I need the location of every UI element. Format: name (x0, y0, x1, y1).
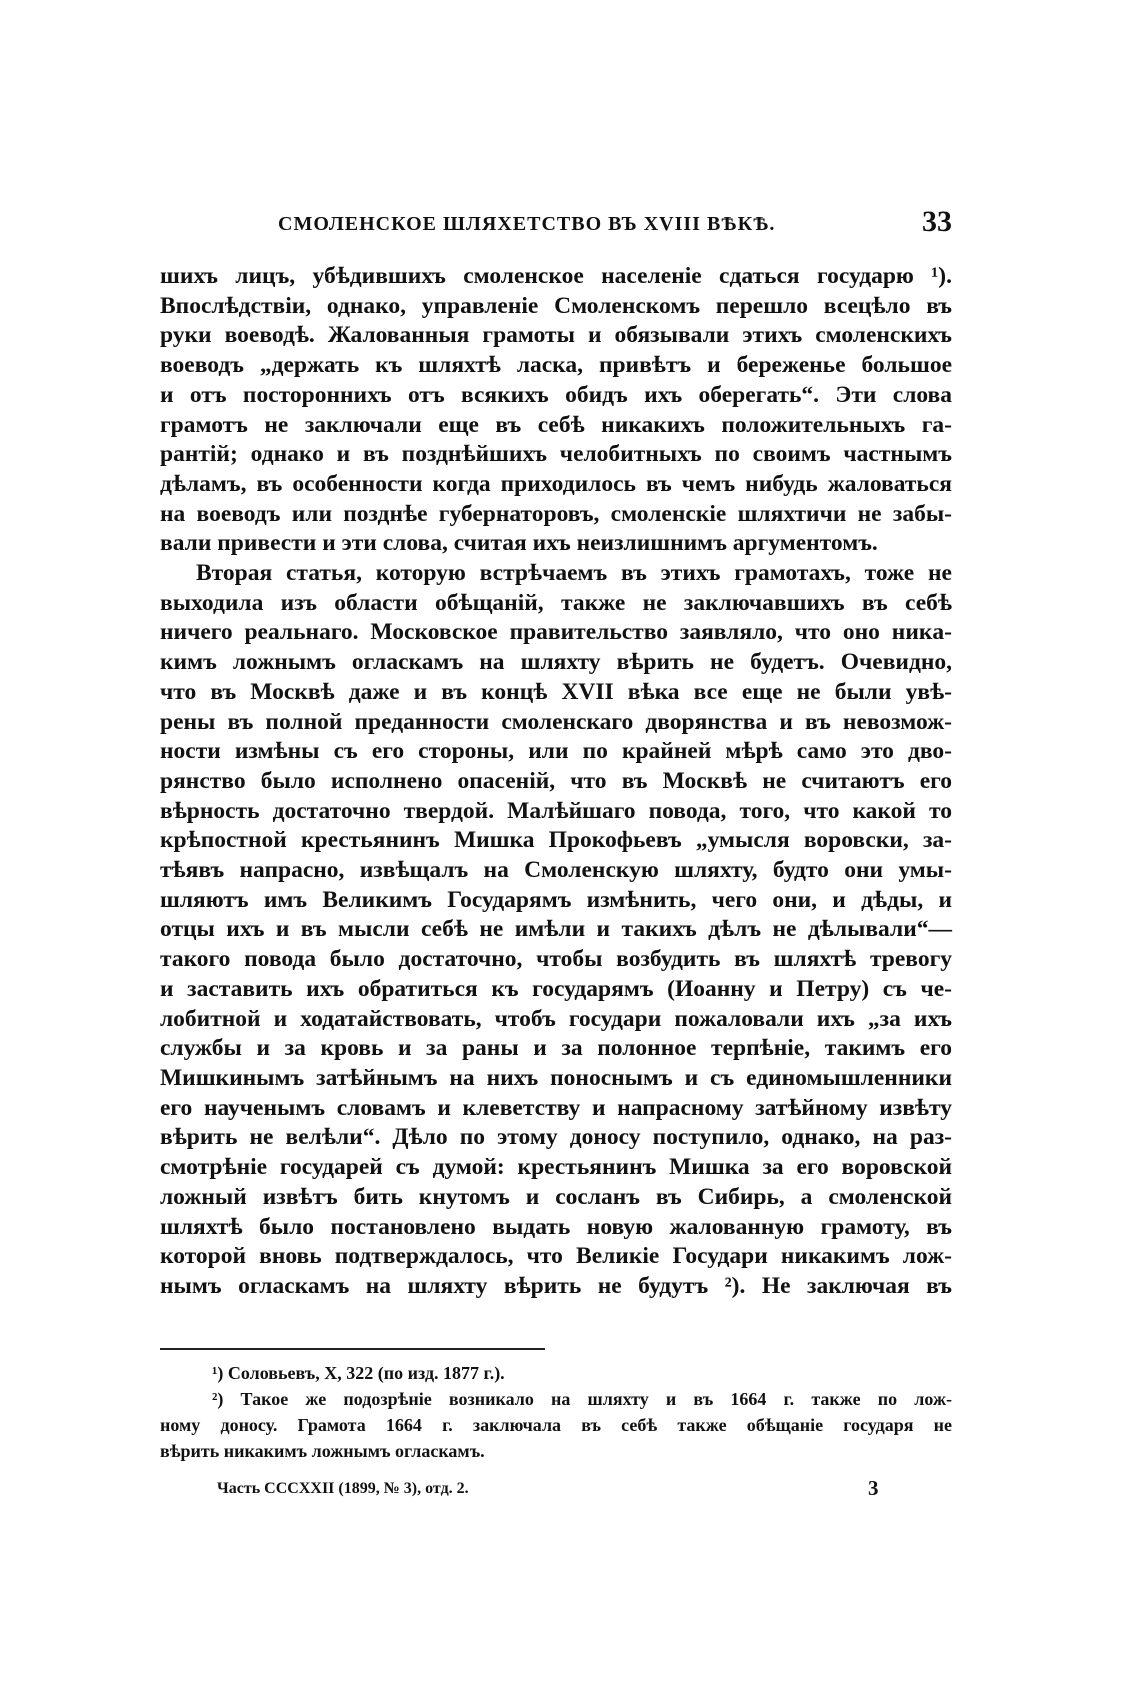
signature-number: 3 (868, 1476, 879, 1500)
text-line: такого повода было достаточно, чтобы возбудить въ шляхтѣ тревогу (160, 946, 952, 973)
running-title: СМОЛЕНСКОЕ ШЛЯХЕТСТВО ВЪ XVIII ВѢКѢ. (278, 213, 776, 235)
text-line: на воеводъ или позднѣе губернаторовъ, смоленскiе шляхтичи не забы- (160, 500, 952, 527)
footnote-line: вѣрить никакимъ ложнымъ огласкамъ. (160, 1441, 485, 1461)
text-line: Мишкинымъ затѣйнымъ на нихъ поноснымъ и съ единомышленники (160, 1064, 952, 1091)
text-line: службы и за кровь и за раны и за полонное терпѣнiе, такимъ его (160, 1035, 952, 1062)
text-line: рянство было исполнено опасенiй, что въ Москвѣ не считаютъ его (160, 767, 952, 794)
footnotes (160, 1360, 952, 1464)
text-line: крѣпостной крестьянинъ Мишка Прокофьевъ „умысля воровски, за- (160, 827, 952, 854)
footnote-line: ному доносу. Грамота 1664 г. заключала въ себѣ также обѣщанiе государя не (160, 1415, 952, 1435)
text-line: ности измѣны съ его стороны, или по крайней мѣрѣ само это дво- (160, 738, 952, 765)
text-line: вали привести и эти слова, считая ихъ неизлишнимъ аргументомъ. (160, 530, 878, 557)
text-line: смотрѣнiе государей съ думой: крестьянинъ Мишка за его воровской (160, 1154, 952, 1181)
text-line: рантiй; однако и въ позднѣйшихъ челобитныхъ по своимъ частнымъ (160, 441, 952, 468)
text-line: нымъ огласкамъ на шляхту вѣрить не будутъ ²). Не заключая въ (160, 1272, 952, 1299)
text-line: тѣявъ напрасно, извѣщалъ на Смоленскую шляхту, будто они умы- (160, 857, 952, 884)
page-number: 33 (922, 205, 952, 238)
text-line: его наученымъ словамъ и клеветству и напрасному затѣйному извѣту (160, 1094, 952, 1121)
text-line: шляхтѣ было постановлено выдать новую жалованную грамоту, въ (160, 1213, 952, 1240)
text-line: грамотъ не заключали еще въ себѣ никакихъ положительныхъ га- (160, 411, 952, 438)
text-line: лобитной и ходатайствовать, чтобъ государи пожаловали ихъ „за ихъ (160, 1005, 952, 1032)
text-line: что въ Москвѣ даже и въ концѣ XVII вѣка все еще не были увѣ- (160, 678, 952, 705)
footnote-divider (160, 1348, 545, 1350)
signature-part: Часть CCCXXII (1899, № 3), отд. 2. (217, 1480, 469, 1497)
text-line: отцы ихъ и въ мысли себѣ не имѣли и такихъ дѣлъ не дѣлывали“— (160, 916, 952, 943)
text-line: шихъ лицъ, убѣдившихъ смоленское населенiе сдаться государю ¹). (160, 263, 952, 289)
footnote-line: ¹) Соловьевъ, X, 322 (по изд. 1877 г.). (212, 1363, 505, 1383)
text-line: выходила изъ области обѣщанiй, также не заключавшихъ въ себѣ (160, 589, 952, 616)
text-line: руки воеводѣ. Жалованныя грамоты и обязывали этихъ смоленскихъ (160, 322, 952, 349)
footnote-line: ²) Такое же подозрѣнiе возникало на шляхту и въ 1664 г. также по лож- (212, 1389, 952, 1409)
text-line: воеводъ „держать къ шляхтѣ ласка, привѣтъ и береженье большое (160, 352, 952, 379)
text-line: и заставить ихъ обратиться къ государямъ (Иоанну и Петру) съ че- (160, 975, 952, 1002)
text-line: и отъ постороннихъ отъ всякихъ обидъ ихъ оберегать“. Эти слова (160, 381, 952, 408)
body-text (160, 262, 952, 1302)
running-head (160, 205, 952, 241)
text-line: вѣрность достаточно твердой. Малѣйшаго повода, того, что какой то (160, 797, 952, 824)
text-line: которой вновь подтверждалось, что Великiе Государи никакимъ лож- (160, 1243, 952, 1270)
text-line: рены въ полной преданности смоленскаго дворянства и въ невозмож- (160, 708, 952, 735)
text-line: вѣрить не велѣли“. Дѣло по этому доносу поступило, однако, на раз- (160, 1124, 952, 1151)
text-line: кимъ ложнымъ огласкамъ на шляхту вѣрить не будетъ. Очевидно, (160, 649, 952, 676)
text-line: ложный извѣтъ бить кнутомъ и сосланъ въ Сибирь, а смоленской (160, 1183, 952, 1210)
text-line: Вторая статья, которую встрѣчаемъ въ этихъ грамотахъ, тоже не (196, 560, 952, 587)
text-line: ничего реальнаго. Московское правительство заявляло, что оно никa- (160, 619, 952, 646)
text-line: Впослѣдствiи, однако, управленiе Смоленскомъ перешло всецѣло въ (160, 292, 952, 319)
signature-line (0, 1476, 1140, 1510)
text-line: дѣламъ, въ особенности когда приходилось въ чемъ нибудь жаловаться (160, 470, 952, 497)
text-line: шляютъ имъ Великимъ Государямъ измѣнить, чего они, и дѣды, и (160, 886, 952, 913)
